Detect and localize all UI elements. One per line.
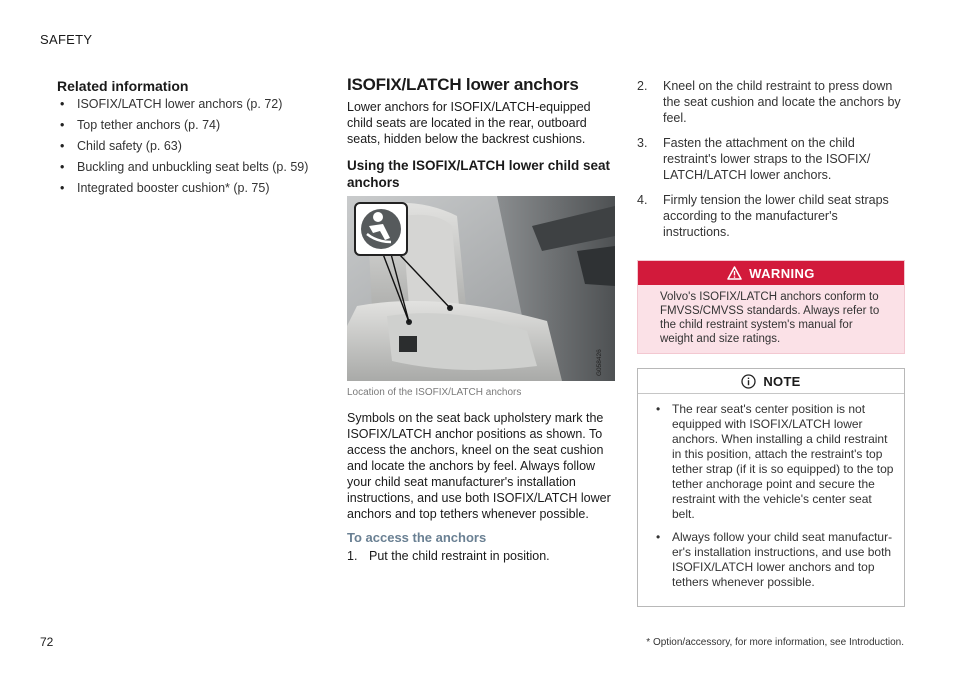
article-intro: Lower anchors for ISOFIX/LATCH-equipped child seats are located in the rear, outboard seats, hidden below the backrest cushions. [347, 100, 591, 146]
related-links-list [57, 96, 327, 196]
figure-caption: Location of the ISOFIX/LATCH anchors [347, 387, 522, 398]
note-box [637, 368, 905, 607]
main-article [347, 75, 615, 564]
related-information [57, 78, 327, 201]
note-item: • Always follow your child seat manufactur-er's installation instructions, and use both ISOFIX/LATCH lower anchors and top tethers whenever possible. [650, 530, 894, 590]
related-link[interactable]: • Buckling and unbuckling seat belts (p. 59) [57, 159, 327, 175]
page-number: 72 [40, 635, 54, 649]
related-link[interactable]: • ISOFIX/LATCH lower anchors (p. 72) [57, 96, 327, 112]
step-item [637, 135, 905, 183]
step-text: Kneel on the child restraint to press down the seat cushion and locate the anchors by feel. [663, 79, 901, 125]
warning-icon [727, 266, 742, 280]
related-link[interactable]: • Integrated booster cushion* (p. 75) [57, 180, 327, 196]
note-header [638, 369, 904, 394]
article-title: ISOFIX/LATCH lower anchors [347, 75, 579, 94]
warning-label: WARNING [749, 265, 815, 281]
seat-anchor-illustration [347, 196, 615, 381]
section-header: SAFETY [40, 32, 93, 47]
step-text: Firmly tension the lower child seat straps according to the manufacturer's instructions. [663, 193, 889, 239]
step-text: Put the child restraint in position. [369, 549, 550, 563]
rear-seat-image [347, 196, 615, 381]
step-number: 1. [347, 549, 358, 563]
step-item [637, 78, 905, 126]
usage-subtitle: Using the ISOFIX/LATCH lower child seat anchors [347, 158, 611, 190]
related-link[interactable]: • Top tether anchors (p. 74) [57, 117, 327, 133]
note-item: • The rear seat's center position is not equipped with ISOFIX/LATCH lower anchors. When installing a child restraint in this position, attach the restraint's top tether strap (if it is so equipped) to the top tether anchorage point and secure the restraint with the vehicle's center seat belt. [650, 402, 894, 522]
right-column [637, 78, 905, 607]
step-text: Fasten the attachment on the child restraint's lower straps to the ISOFIX/ LATCH/LATCH lower anchors. [663, 136, 871, 182]
article-body: Symbols on the seat back upholstery mark the ISOFIX/LATCH anchor positions as shown. To access the anchors, kneel on the seat cushion and locate the anchors by feel. Always follow your child seat manufacturer's installation instructions, and use both ISOFIX/LATCH lower anchors and top tethers whenever possible. [347, 411, 611, 521]
warning-text: Volvo's ISOFIX/LATCH anchors conform to FMVSS/CMVSS standards. Always refer to the child restraint system's manual for weight and size ratings. [660, 291, 880, 345]
step-item [637, 192, 905, 240]
step-number: 2. [637, 79, 648, 93]
note-list [638, 394, 904, 606]
option-footnote: * Option/accessory, for more information, see Introduction. [646, 637, 904, 648]
related-information-title: Related information [57, 78, 189, 94]
access-subheading: To access the anchors [347, 530, 487, 545]
step-number: 4. [637, 193, 648, 207]
figure-code: G058426 [596, 349, 603, 376]
warning-box [637, 260, 905, 354]
steps-list [637, 78, 905, 240]
info-icon [741, 374, 756, 389]
step-item [347, 548, 615, 564]
note-label: NOTE [763, 373, 801, 389]
warning-header [638, 261, 904, 285]
step-number: 3. [637, 136, 648, 150]
related-link[interactable]: • Child safety (p. 63) [57, 138, 327, 154]
